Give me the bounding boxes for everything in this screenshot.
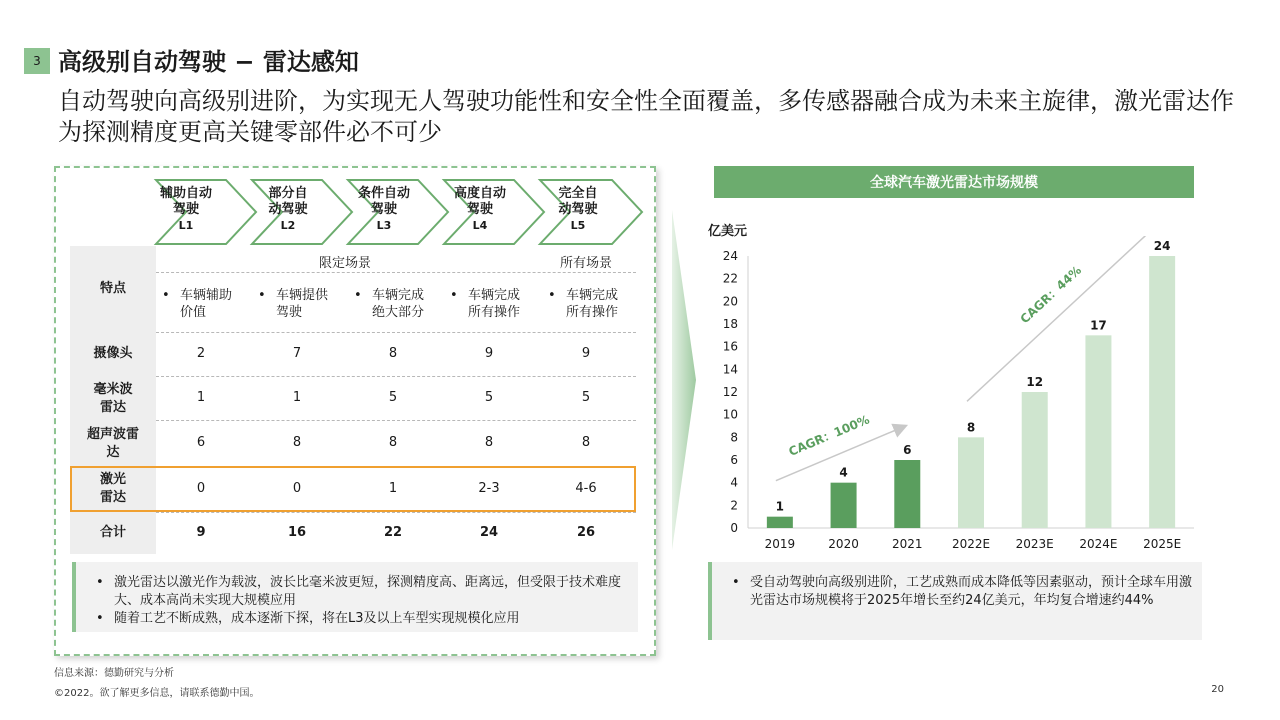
feature-l1: • 车辆辅助 价值 <box>162 288 233 320</box>
y-tick-label: 20 <box>722 294 738 309</box>
y-tick-label: 4 <box>730 475 738 490</box>
cagr-label: CAGR：100% <box>786 412 872 459</box>
y-tick-label: 2 <box>730 498 738 513</box>
table-cell: 8 <box>484 435 494 450</box>
stage-label-l1: 辅助自动 驾驶 L1 <box>159 186 213 232</box>
bar <box>894 460 920 528</box>
footer-copyright: ©2022。欲了解更多信息，请联系德勤中国。 <box>54 688 260 699</box>
table-cell: 5 <box>484 390 494 405</box>
table-cell: 9 <box>581 346 591 361</box>
table-cell: 0 <box>292 481 302 496</box>
table-cell: 5 <box>581 390 591 405</box>
section-number: 3 <box>24 48 50 74</box>
stage-label-l3: 条件自动 驾驶 L3 <box>357 186 411 232</box>
table-cell-total: 22 <box>383 525 403 540</box>
table-cell-total: 9 <box>196 525 206 540</box>
note-right <box>708 562 1202 640</box>
data-label: 8 <box>966 420 976 435</box>
data-label: 6 <box>903 443 912 457</box>
y-tick-label: 22 <box>722 271 738 286</box>
cagr-label: CAGR：44% <box>1017 263 1085 327</box>
x-tick-label: 2021 <box>892 537 923 551</box>
table-cell: 1 <box>292 390 302 405</box>
y-tick-label: 10 <box>722 407 738 422</box>
note-left-item: • 激光雷达以激光作为载波，波长比毫米波更短，探测精度高、距离远，但受限于技术难度大、成本高尚未实现大规模应用 <box>94 574 638 610</box>
feature-l3: • 车辆完成 绝大部分 <box>354 288 425 320</box>
y-tick-label: 14 <box>722 362 738 377</box>
chart-unit-label: 亿美元 <box>708 224 748 239</box>
table-cell-total: 16 <box>287 525 307 540</box>
chart-header: 全球汽车激光雷达市场规模 <box>714 166 1194 198</box>
table-cell: 2-3 <box>478 481 500 496</box>
table-cell-total: 24 <box>479 525 499 540</box>
table-cell: 0 <box>196 481 206 496</box>
x-tick-label: 2022E <box>951 537 991 551</box>
table-cell: 1 <box>196 390 206 405</box>
x-tick-label: 2020 <box>828 537 859 551</box>
data-label: 4 <box>839 465 848 480</box>
stage-label-l4: 高度自动 驾驶 L4 <box>453 186 507 232</box>
table-cell: 9 <box>484 346 494 361</box>
table-cell: 5 <box>388 390 398 405</box>
x-tick-label: 2019 <box>764 537 796 551</box>
data-label: 12 <box>1026 375 1044 389</box>
scenario-limited: 限定场景 <box>318 256 372 271</box>
y-tick-label: 8 <box>730 430 738 445</box>
table-cell-total: 26 <box>576 525 596 540</box>
y-tick-label: 18 <box>722 317 738 331</box>
table-cell: 8 <box>388 435 398 450</box>
y-tick-label: 0 <box>730 521 738 535</box>
feature-l5: • 车辆完成 所有操作 <box>548 288 619 320</box>
y-tick-label: 24 <box>722 249 738 263</box>
table-cell: 1 <box>388 481 398 496</box>
note-right-item: • 受自动驾驶向高级别进阶，工艺成熟而成本降低等因素驱动，预计全球车用激光雷达市场规模将于2025年增长至约24亿美元，年均复合增速约44% <box>730 574 1192 610</box>
row-label-camera: 摄像头 <box>93 346 133 361</box>
row-label-mmwave: 毫米波 雷达 <box>93 382 133 415</box>
x-tick-label: 2024E <box>1079 537 1118 551</box>
bar <box>767 517 793 528</box>
table-cell: 8 <box>292 435 302 450</box>
slide-subtitle: 自动驾驶向高级别进阶，为实现无人驾驶功能性和安全性全面覆盖，多传感器融合成为未来主旋律，激光雷达作为探测精度更高关键零部件必不可少 <box>58 87 1234 146</box>
table-cell: 7 <box>292 346 302 361</box>
table-cell: 8 <box>388 346 398 361</box>
row-label-ultrasonic: 超声波雷 达 <box>86 427 139 460</box>
market-size-chart <box>700 236 1200 556</box>
page-number: 20 <box>1211 684 1224 695</box>
x-tick-label: 2025E <box>1143 537 1182 551</box>
note-left-item: • 随着工艺不断成熟，成本逐渐下探，将在L3及以上车型实现规模化应用 <box>94 610 638 628</box>
scenario-all: 所有场景 <box>559 256 613 271</box>
bar <box>1085 335 1111 528</box>
bar <box>958 437 984 528</box>
table-cell: 6 <box>196 435 206 450</box>
feature-l2: • 车辆提供 驾驶 <box>258 288 329 320</box>
x-tick-label: 2023E <box>1015 537 1054 551</box>
note-left <box>72 562 638 632</box>
footer-source: 信息来源：德勤研究与分析 <box>54 668 174 679</box>
table-cell: 8 <box>581 435 591 450</box>
table-cell: 4-6 <box>575 481 597 496</box>
data-label: 24 <box>1153 239 1171 253</box>
y-tick-label: 12 <box>722 385 738 399</box>
panel-arrow-icon <box>672 210 702 550</box>
bar <box>1149 256 1175 528</box>
bar <box>831 483 857 528</box>
y-tick-label: 16 <box>722 339 738 354</box>
cagr-arrow <box>967 236 1160 401</box>
stage-label-l2: 部分自 动驾驶 L2 <box>268 186 308 232</box>
table-cell: 2 <box>196 346 206 361</box>
data-label: 1 <box>775 499 785 514</box>
stage-label-l5: 完全自 动驾驶 L5 <box>558 186 598 232</box>
row-label-total: 合计 <box>99 525 126 540</box>
slide-title: 高级别自动驾驶 − 雷达感知 <box>58 48 359 76</box>
feature-l4: • 车辆完成 所有操作 <box>450 288 521 320</box>
bar <box>1022 392 1048 528</box>
features-label: 特点 <box>99 281 126 296</box>
row-label-lidar: 激光 雷达 <box>99 472 126 505</box>
y-tick-label: 6 <box>730 453 738 467</box>
data-label: 17 <box>1090 318 1107 333</box>
